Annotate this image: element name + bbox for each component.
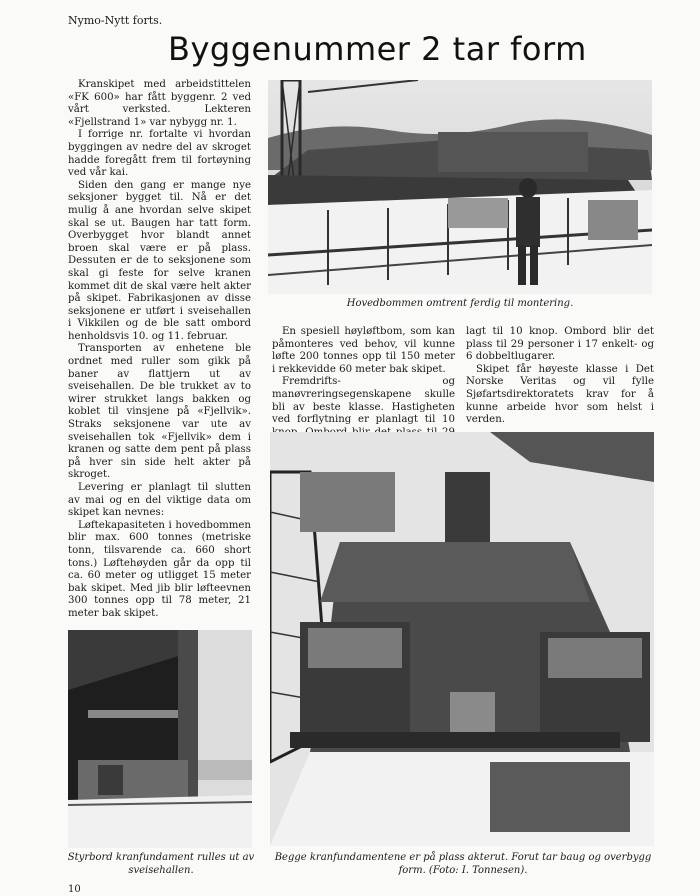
caption-main-boom: Hovedbommen omtrent ferdig til montering.	[346, 298, 574, 309]
photo-main-boom	[268, 80, 652, 294]
photo-main-boom-illustration	[268, 80, 652, 294]
page-number: 10	[68, 884, 81, 895]
photo-starboard-foundation	[68, 630, 252, 848]
paragraph: Levering er planlagt til slutten av mai og en del viktige data om skipet kan nevnes:	[68, 482, 251, 519]
photo-both-foundations-illustration	[270, 432, 654, 846]
paragraph: En spesiell høyløftbom, som kan påmonteres ved behov, vil kunne løfte 200 tonnes opp til 150 meter i rekkevidde 60 meter bak skipet.	[272, 326, 455, 375]
paragraph: Fremdrifts- og manøvreringsegenskapene skulle bli av beste klasse. Hastigheten ved forflytning er planlagt til 10	[272, 376, 455, 426]
paragraph: Kranskipet med arbeidstittelen «FK 600» har fått byggenr. 2 ved vårt verksted. Lekteren «Fjellstrand 1» var nybygg nr. 1.	[68, 79, 251, 128]
caption-starboard-foundation: Styrbord kranfundament rulles ut av sveisehallen.	[67, 852, 255, 876]
paragraph: Transporten av enhetene ble ordnet med ruller som gikk på baner av flattjern ut av sveisehallen. De ble trukket av to wirer strukket langs bakken og koblet til vinsjene på «Fjellvik». Straks seksjonene var ute av sveisehallen tok «Fjellvik» dem i kranen og satte dem pent på plass på hver sin side helt akter på skroget.	[68, 343, 251, 481]
paragraph: lagt til 10 knop. Ombord blir det plass til 29 personer i 17 enkelt- og 6 dobbeltlugarer.	[466, 326, 654, 363]
caption-both-foundations: Begge kranfundamentene er på plass akterut. Forut tar baug og overbygg form. (Foto: I. Tonnesen).	[274, 852, 652, 876]
paragraph: I forrige nr. fortalte vi hvordan byggingen av nedre del av skroget hadde foregått frem til fortøyning ved vår kai.	[68, 129, 251, 179]
paragraph: Skipet får høyeste klasse i Det Norske Veritas og vil fylle Sjøfartsdirektoratets krav for å kunne arbeide hvor som helst i verden.	[466, 363, 654, 426]
article-column-1	[68, 79, 251, 621]
running-head: Nymo-Nytt forts.	[68, 14, 163, 27]
article-column-3	[466, 326, 654, 427]
article-title: Byggenummer 2 tar form	[168, 30, 587, 68]
photo-both-foundations	[270, 432, 654, 846]
photo-starboard-foundation-illustration	[68, 630, 252, 848]
paragraph: Siden den gang er mange nye seksjoner bygget til. Nå er det mulig å ane hvordan selve skipet skal se ut. Baugen har tatt form. Overbygget hvor blandt annet broen skal være er på plass. Dessuten er de to seksjonene som skal gi feste for selve kranen kommet dit de skal være helt akter på skipet. Fabrikasjonen av disse seksjonene er utført i sveisehallen i Vikkilen og de ble satt ombord henholdsvis 10. og 11. februar.	[68, 179, 251, 342]
paragraph: Løftekapasiteten i hovedbommen blir max. 600 tonnes (metriske tonn, tilsvarende ca. 660 short tons.) Løftehøyden går da opp til ca. 60 meter og utligget 15 meter bak skipet. Med jib blir løfteevnen 300 tonnes opp til 78 meter, 21 meter bak skipet.	[68, 519, 251, 619]
